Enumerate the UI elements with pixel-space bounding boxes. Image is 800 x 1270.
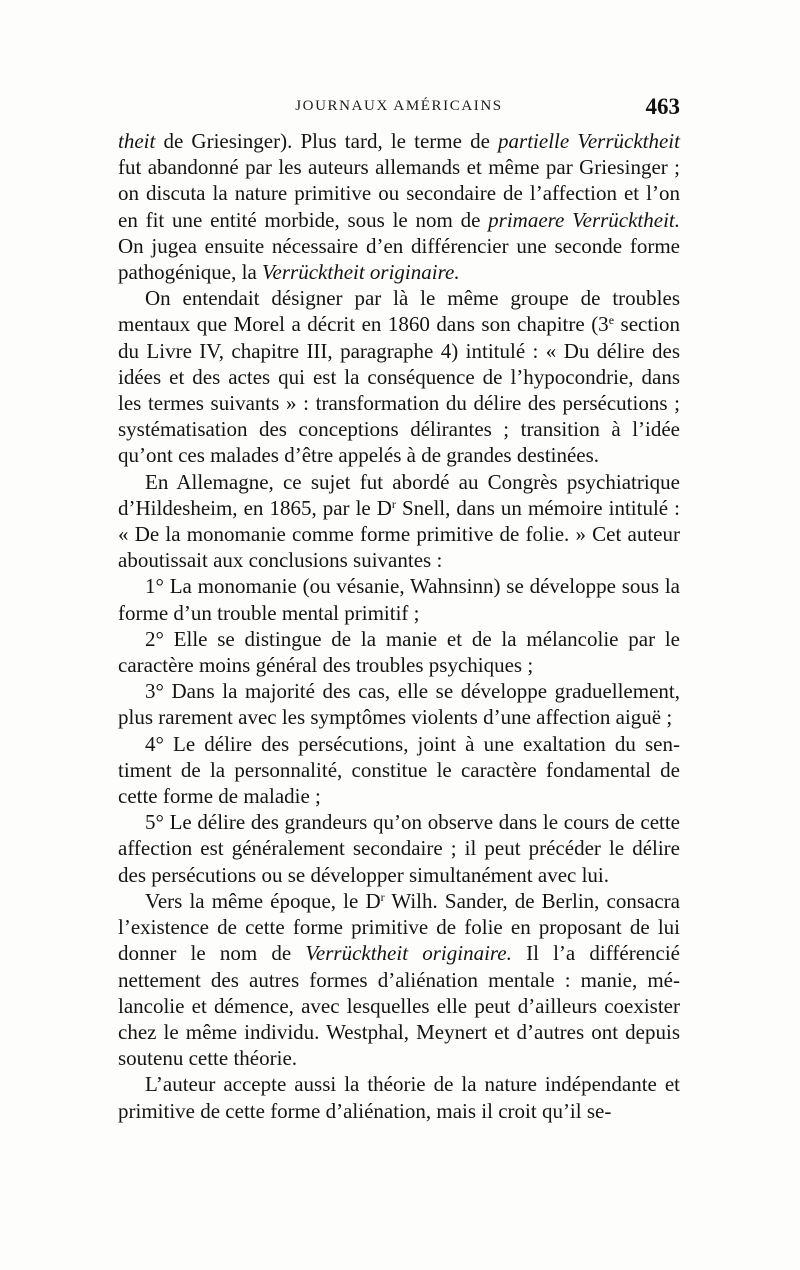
paragraph-continued (118, 128, 680, 285)
text-italic: partielle Verrücktheit (498, 129, 680, 153)
text-run: 1° La monomanie (ou vésanie, Wahnsinn) se développe sous la forme d’un trouble mental primitif ; (118, 574, 680, 625)
running-title: JOURNAUX AMÉRICAINS (295, 98, 503, 114)
text-run: section du Livre IV, chapitre III, paragraphe 4) intitulé : « Du délire des idées et des actes qui est la conséquence de l’hypocondrie, dans les termes suivants » : transformation du délire des persécutions ; systématisation des conceptions délirantes ; transition à l’idée qu’ont ces malades d’être appelés à de grandes destinées. (118, 312, 680, 468)
text-run: Il l’a différencié nettement des autres formes d’aliénation mentale : manie, mélancolie et démence, avec lesquelles elle peut d’ailleurs coexister chez le même individu. Westphal, Meynert et d’autres ont depuis soutenu cette théorie. (118, 941, 680, 1071)
body-text (118, 128, 680, 1124)
text-run: Wilh. Sander, de Berlin, consacra l’existence de cette forme primitive de folie en proposant de lui donner le nom de (118, 888, 680, 966)
text-run: On entendait désigner par là le même groupe de troubles mentaux que Morel a décrit en 1860 dans son chapitre (3 (118, 286, 680, 337)
text-run: 3° Dans la majorité des cas, elle se développe graduellement, plus rarement avec les symptômes violents d’une affection aiguë ; (118, 679, 680, 730)
text-run: 4° Le délire des persécutions, joint à une exaltation du sentiment de la personnalité, constitue le caractère fondamental de cette forme de maladie ; (118, 731, 680, 809)
text-run: L’auteur accepte aussi la théorie de la nature indépendante et primitive de cette forme d’aliénation, mais il croit qu’il se- (118, 1072, 680, 1123)
list-item-conclusion-2 (118, 626, 680, 678)
text-run: On jugea ensuite nécessaire d’en différencier une seconde forme pathogénique, la (118, 233, 680, 285)
list-item-conclusion-4 (118, 731, 680, 810)
text-italic: Verrücktheit originaire. (262, 260, 460, 285)
text-italic: Verrücktheit originaire. (305, 941, 512, 966)
superscript: r (380, 889, 385, 904)
text-run: 5° Le délire des grandeurs qu’on observe dans le cours de cette affection est généralement secondaire ; il peut précéder le délire des persécutions ou se développer simultanément avec lui. (118, 810, 680, 887)
page-number: 463 (645, 94, 680, 119)
text-run: Vers la même époque, le D (145, 888, 381, 913)
text-run: En Allemagne, ce sujet fut abordé au Congrès psychiatrique d’Hildesheim, en 1865, par le D (118, 469, 680, 520)
list-item-conclusion-3 (118, 678, 680, 730)
text-italic: primaere Verrücktheit. (488, 207, 681, 232)
text-run: 2° Elle se distingue de la manie et de la mélancolie par le caractère moins général des troubles psychiques ; (118, 626, 680, 678)
paragraph (118, 469, 680, 574)
text-run: Snell, dans un mémoire intitulé : « De la monomanie comme forme primitive de folie. » Cet auteur aboutissait aux conclusions suivantes : (118, 495, 680, 573)
superscript: r (391, 496, 396, 511)
superscript: e (608, 313, 615, 328)
paragraph-last (118, 1071, 680, 1123)
text-run: de Griesinger). Plus tard, le terme de (155, 129, 499, 153)
list-item-conclusion-5 (118, 809, 680, 888)
list-item-conclusion-1 (118, 573, 680, 625)
paragraph (118, 285, 680, 468)
running-head (118, 96, 680, 122)
text-run: fut abandonné par les auteurs allemands et même par Griesinger ; on discuta la nature primitive ou secondaire de l’affection et l’on en fit une entité morbide, sous le nom de (118, 155, 680, 232)
paragraph (118, 888, 680, 1071)
text-italic: theit (118, 129, 156, 153)
